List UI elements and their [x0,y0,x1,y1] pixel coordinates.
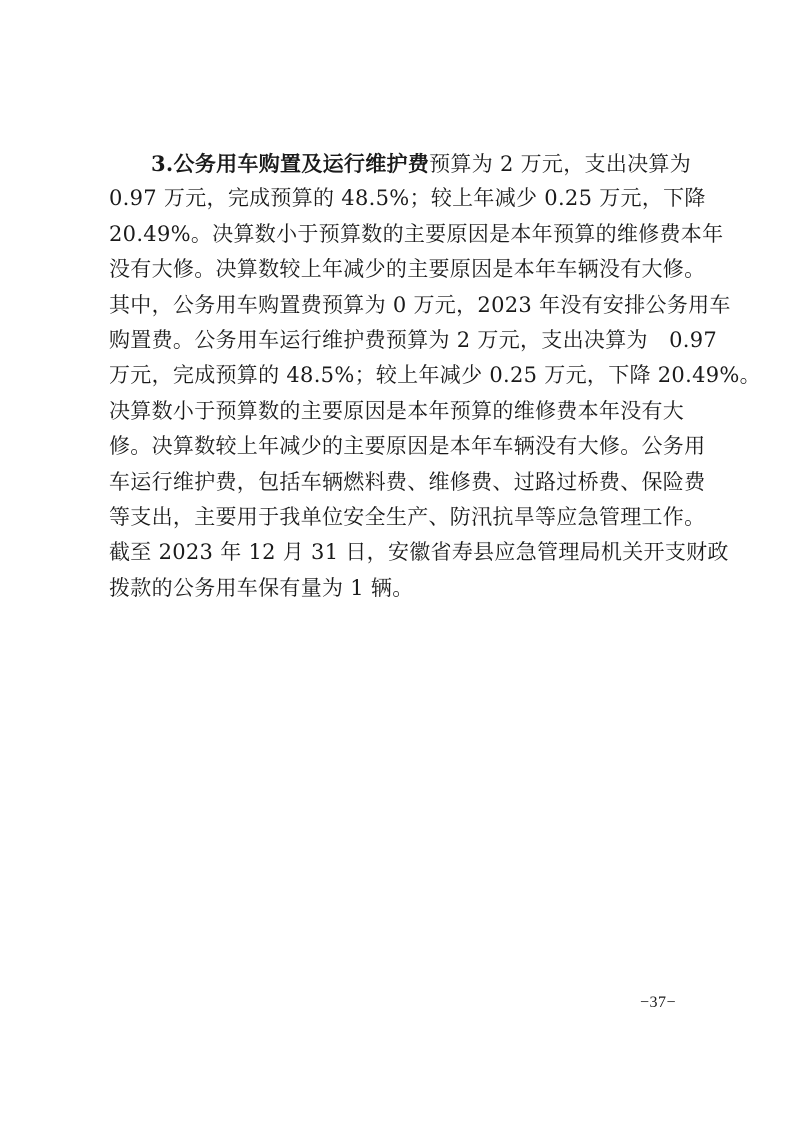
paragraph-line: 车运行维护费，包括车辆燃料费、维修费、过路过桥费、保险费 [109,469,706,494]
paragraph-line: 修。决算数较上年减少的主要原因是本年车辆没有大修。公务用 [109,434,706,459]
section-heading: 3.公务用车购置及运行维护费 [151,151,430,176]
paragraph-line: 20.49%。决算数小于预算数的主要原因是本年预算的维修费本年 [109,221,724,246]
paragraph-line: 0.97 万元，完成预算的 48.5%；较上年减少 0.25 万元，下降 [109,186,706,211]
paragraph-line: 拨款的公务用车保有量为 1 辆。 [109,575,414,600]
paragraph-line: 等支出，主要用于我单位安全生产、防汛抗旱等应急管理工作。 [109,504,706,529]
paragraph-line: 决算数小于预算数的主要原因是本年预算的维修费本年没有大 [109,398,685,423]
paragraph-line: 其中，公务用车购置费预算为 0 万元，2023 年没有安排公务用车 [109,292,731,317]
paragraph-text: 预算为 2 万元，支出决算为 [429,152,692,176]
paragraph-line: 截至 2023 年 12 月 31 日，安徽省寿县应急管理局机关开支财政 [109,540,729,565]
paragraph-line: 没有大修。决算数较上年减少的主要原因是本年车辆没有大修。 [109,257,706,282]
paragraph-line: 购置费。公务用车运行维护费预算为 2 万元，支出决算为 0.97 [109,327,718,352]
paragraph-line: 万元，完成预算的 48.5%；较上年减少 0.25 万元，下降 20.49%。 [109,363,761,388]
page-number: −37− [640,994,677,1011]
paragraph-line [109,146,699,181]
section-paragraph [109,146,761,606]
